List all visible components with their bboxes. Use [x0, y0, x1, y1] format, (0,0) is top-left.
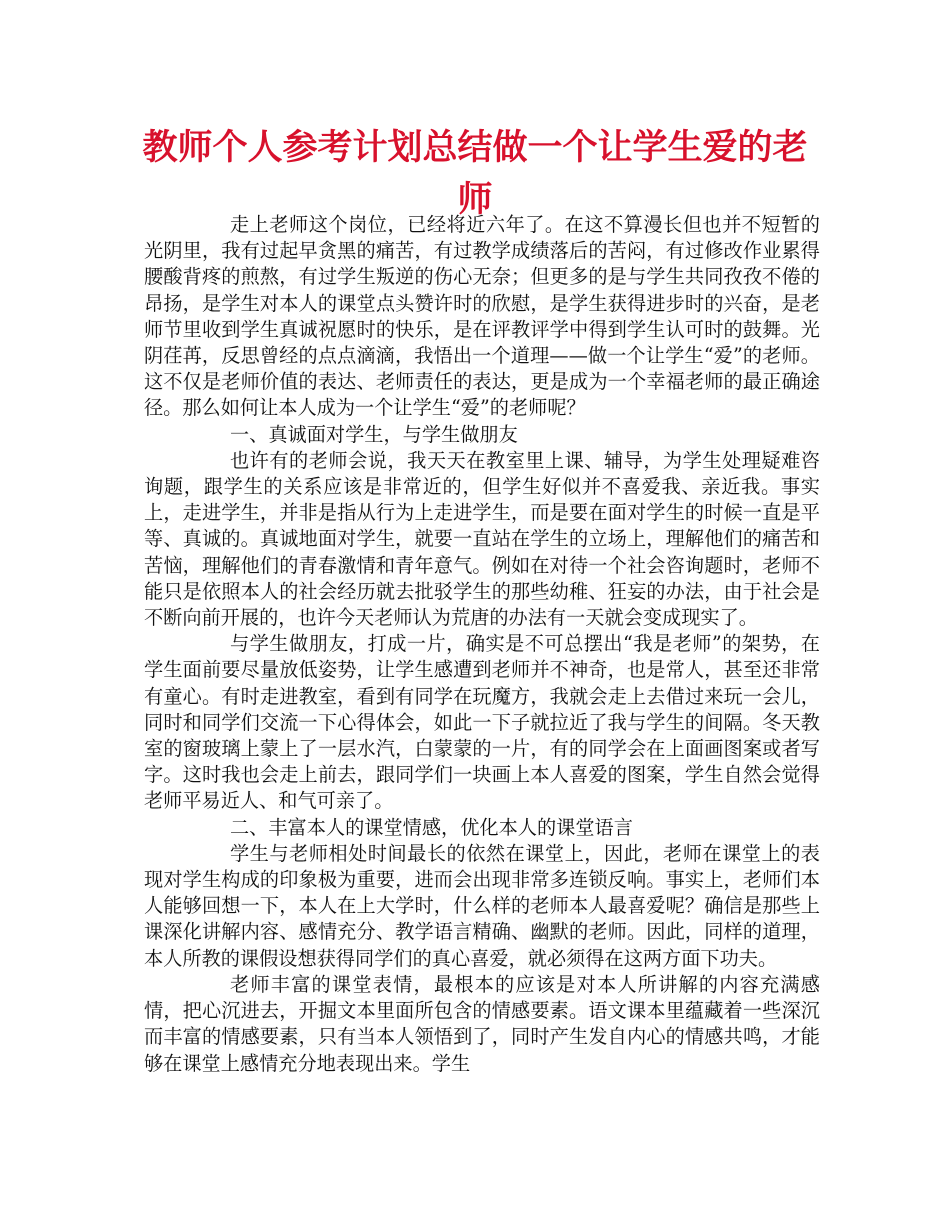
paragraph-2a: 学生与老师相处时间最长的依然在课堂上，因此，老师在课堂上的表现对学生构成的印象极为重要，进而会出现非常多连锁反响。事实上，老师们本人能够回想一下，本人在上大学时，什么样的老师本人最喜爱呢？确信是那些上课深化讲解内容、感情充分、教学语言精确、幽默的老师。因此，同样的道理，本人所教的课假设想获得同学们的真心喜爱，就必须得在这两方面下功夫。	[144, 841, 820, 970]
document-title: 教师个人参考计划总结做一个让学生爱的老师	[142, 128, 808, 220]
paragraph-1b: 与学生做朋友，打成一片，确实是不可总摆出“我是老师”的架势，在学生面前要尽量放低姿势，让学生感遭到老师并不神奇，也是常人，甚至还非常有童心。有时走进教室，看到有同学在玩魔方，我就会走上去借过来玩一会儿，同时和同学们交流一下心得体会，如此一下子就拉近了我与学生的间隔。冬天教室的窗玻璃上蒙上了一层水汽，白蒙蒙的一片，有的同学会在上面画图案或者写字。这时我也会走上前去，跟同学们一块画上本人喜爱的图案，学生自然会觉得老师平易近人、和气可亲了。	[144, 632, 820, 813]
paragraph-2b: 老师丰富的课堂表情，最根本的应该是对本人所讲解的内容充满感情，把心沉进去，开掘文本里面所包含的情感要素。语文课本里蕴藏着一些深沉而丰富的情感要素，只有当本人领悟到了，同时产生发自内心的情感共鸣，才能够在课堂上感情充分地表现出来。学生	[144, 972, 820, 1075]
paragraph-1a: 也许有的老师会说，我天天在教室里上课、辅导，为学生处理疑难咨询题，跟学生的关系应该是非常近的，但学生好似并不喜爱我、亲近我。事实上，走进学生，并非是指从行为上走进学生，而是要在面对学生的时候一直是平等、真诚的。真诚地面对学生，就要一直站在学生的立场上，理解他们的痛苦和苦恼，理解他们的青春激情和青年意气。例如在对待一个社会咨询题时，老师不能只是依照本人的社会经历就去批驳学生的那些幼稚、狂妄的办法，由于社会是不断向前开展的，也许今天老师认为荒唐的办法有一天就会变成现实了。	[144, 448, 820, 630]
paragraph-intro: 走上老师这个岗位，已经将近六年了。在这不算漫长但也并不短暂的光阴里，我有过起早贪黑的痛苦，有过教学成绩落后的苦闷，有过修改作业累得腰酸背疼的煎熬，有过学生叛逆的伤心无奈；但更多的是与学生共同孜孜不倦的昂扬，是学生对本人的课堂点头赞许时的欣慰，是学生获得进步时的兴奋，是老师节里收到学生真诚祝愿时的快乐，是在评教评学中得到学生认可时的鼓舞。光阴荏苒，反思曾经的点点滴滴，我悟出一个道理——做一个让学生“爱”的老师。这不仅是老师价值的表达、老师责任的表达，更是成为一个幸福老师的最正确途径。那么如何让本人成为一个让学生“爱”的老师呢？	[144, 213, 820, 420]
section-heading-2: 二、丰富本人的课堂情感，优化本人的课堂语言	[230, 815, 633, 839]
document-body	[144, 212, 820, 1077]
section-heading-1: 一、真诚面对学生，与学生做朋友	[230, 422, 518, 446]
